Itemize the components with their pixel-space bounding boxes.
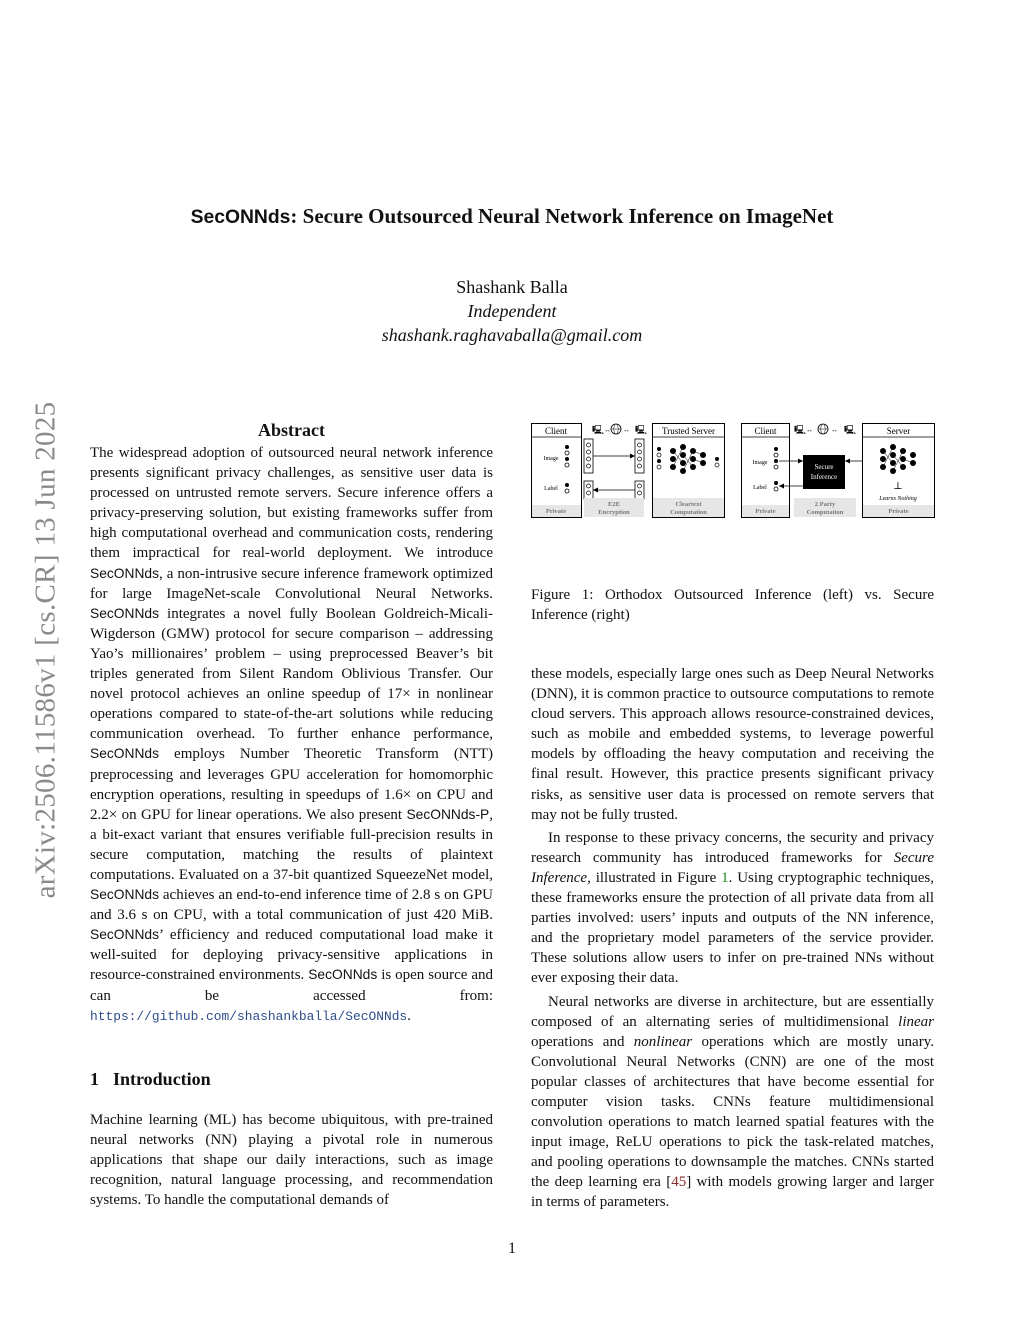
left-client-box <box>532 424 582 518</box>
left-client-label: Client <box>545 426 567 436</box>
bidirectional-arrow-icon: ↔ <box>604 426 611 434</box>
encryption-label: Encryption <box>598 509 630 516</box>
left-image-label: Image <box>543 456 559 462</box>
body-paragraph <box>531 992 934 1213</box>
secure-label: Secure <box>814 463 834 471</box>
server-label: Server <box>886 426 911 436</box>
system-name: SecONNds <box>308 967 378 983</box>
abstract-text-3: integrates a novel fully Boolean Goldreich-Micali-Wigderson (GMW) protocol for secure comparison – addressing Yao’s millionaires’ problem – using preprocessed Beaver’s bit triples generated from Silent Random Oblivious Transfer. Our novel protocol achieves an online speedup of 17× in nonlinear operations compared to state-of-the-art solutions while reducing communication overhead. To further enhance performance, <box>90 605 493 743</box>
system-name: SecONNds <box>90 565 160 581</box>
body-text: ] with models growing larger and larger in terms of parameters. <box>531 1174 934 1211</box>
system-name: SecONNds <box>90 927 160 943</box>
trusted-server-label: Trusted Server <box>662 426 715 436</box>
author-name: Shashank Balla <box>456 277 568 297</box>
body-text: In response to these privacy concerns, the security and privacy research community has introduced frameworks for <box>531 829 934 866</box>
section-heading-introduction <box>90 1069 211 1090</box>
system-name: SecONNds <box>90 887 160 903</box>
abstract-text-5: , a bit-exact variant that ensures verifiable full-precision results in secure computation, matching the results of plaintext computations. Evaluated on a 37-bit quantized SqueezeNet model, <box>90 806 493 883</box>
computer-icon: 🖳 <box>844 425 857 435</box>
computer-icon: 🖳 <box>635 425 648 435</box>
page-number: 1 <box>508 1240 516 1257</box>
learns-nothing-label: Learns Nothing <box>879 496 917 502</box>
bottom-symbol: ⊥ <box>893 481 903 492</box>
abstract-text-1: The widespread adoption of outsourced neural network inference presents significant privacy challenges, as sensitive user data is processed on untrusted remote servers. Secure inference offers a privacy-preserving solution, but existing frameworks suffer from high computational overhead and communication costs, rendering them impractical for real-world deployment. We introduce <box>90 445 493 562</box>
body-text: operations which are mostly unary. Convolutional Neural Networks (CNN) are one of the most popular classes of architectures that have become essential for computer vision tasks. CNNs feature multidimensional convolution operations to match learned spatial features with the input image, ReLU operations to pick the task-related matches, and pooling operations to downsample the matches. CNNs started the deep learning era [ <box>531 1033 934 1191</box>
e2e-label: E2E <box>608 501 620 508</box>
author-email: shashank.raghavaballa@gmail.com <box>381 325 643 345</box>
inference-label: Inference <box>810 473 838 481</box>
emphasis-secure-inference: Secure Inference <box>531 849 934 886</box>
system-name: SecONNds <box>90 605 160 621</box>
system-name: SecONNds <box>90 746 160 762</box>
abstract-body <box>90 443 493 1027</box>
right-client-private-label: Private <box>755 508 776 515</box>
intro-body <box>90 1110 493 1210</box>
right-client-box <box>742 424 790 518</box>
body-text: operations and <box>531 1033 634 1050</box>
abstract-text-8: is open source and can be accessed from: <box>90 967 493 1004</box>
server-box <box>863 424 935 518</box>
section-number: 1 <box>90 1069 99 1089</box>
abstract-paragraph <box>90 443 493 1027</box>
right-label-label: Label <box>753 485 767 491</box>
bidirectional-arrow-icon: ↔ <box>806 426 813 434</box>
two-party-computation-label: Computation <box>806 509 844 516</box>
body-paragraph: these models, especially large ones such as Deep Neural Networks (DNN), it is common practice to outsource computations to remote cloud servers. This approach allows resource-constrained devices, such as mobile and embedded systems, to leverage powerful models by offloading the heavy computation and receiving the final result. However, this practice presents significant privacy risks, as sensitive user data is processed on remote servers that may not be fully trusted. <box>531 666 934 823</box>
computation-label: Computation <box>670 509 707 516</box>
body-text: . Using cryptographic techniques, these frameworks ensure the protection of all private data from all parties involved: users’ inputs and outputs of the NN inference, and the proprietary model parameters of the service provider. These solutions allow users to infer on pre-trained NNs without ever exposing their data. <box>531 869 934 987</box>
title-system-name: SecONNds <box>190 207 291 228</box>
section-title: Introduction <box>113 1069 211 1089</box>
repository-link[interactable]: https://github.com/shashankballa/SecONNds <box>90 1008 408 1024</box>
abstract-text-2: , a non-intrusive secure inference framework optimized for large ImageNet-scale Convolutional Neural Networks. <box>90 565 493 602</box>
body-paragraph <box>531 828 934 989</box>
figure-reference-link[interactable]: 1 <box>721 869 729 886</box>
intro-paragraph: Machine learning (ML) has become ubiquitous, with pre-trained neural networks (NN) playing a pivotal role in numerous applications that shape our daily interactions, such as image recognition, natural language processing, and recommendation systems. To handle the computational demands of <box>90 1112 493 1209</box>
bidirectional-arrow-icon: ↔ <box>623 426 630 434</box>
title-rest: : Secure Outsourced Neural Network Inference on ImageNet <box>290 204 834 228</box>
bidirectional-arrow-icon: ↔ <box>831 426 838 434</box>
server-private-label: Private <box>888 508 909 515</box>
abstract-text-7: ’ efficiency and reduced computational load make it well-suited for deploying privacy-sensitive applications in resource-constrained environments. <box>90 927 493 984</box>
body-text: Neural networks are diverse in architecture, but are essentially composed of an alternating series of multidimensional <box>531 993 934 1030</box>
right-image-label: Image <box>752 460 768 466</box>
cleartext-label: Cleartext <box>675 501 702 508</box>
computer-icon: 🖳 <box>794 425 807 435</box>
abstract-text-4: employs Number Theoretic Transform (NTT) preprocessing and leverages GPU acceleration for homomorphic encryption operations, resulting in speedups of 1.6× on CPU and 2.2× on GPU for linear operations. We also present <box>90 746 493 823</box>
abstract-heading: Abstract <box>258 420 325 440</box>
two-party-label: 2 Party <box>814 501 836 508</box>
right-column-body <box>531 664 934 1213</box>
right-client-label: Client <box>754 426 777 436</box>
body-text: , illustrated in Figure <box>587 869 722 886</box>
figure-1-diagram <box>531 423 936 520</box>
author-affiliation: Independent <box>467 301 557 321</box>
secure-inference-block <box>803 455 845 489</box>
left-encrypted-blocks <box>584 439 644 499</box>
arxiv-identifier-text: arXiv:2506.11586v1 [cs.CR] 13 Jun 2025 <box>29 401 62 899</box>
computer-icon: 🖳 <box>592 425 605 435</box>
abstract-text-6: achieves an end-to-end inference time of 2.8 s on GPU and 3.6 s on CPU, with a total communication of just 420 MiB. <box>90 887 493 924</box>
paper-title <box>0 204 1024 229</box>
emphasis-nonlinear: nonlinear <box>633 1033 693 1050</box>
citation-link[interactable]: 45 <box>671 1174 687 1191</box>
abstract-text-9: . <box>407 1007 411 1024</box>
left-label-label: Label <box>544 486 558 492</box>
system-name-variant: SecONNds-P <box>406 806 490 822</box>
figure-1-caption: Figure 1: Orthodox Outsourced Inference (left) vs. Secure Inference (right) <box>531 587 934 624</box>
left-private-label: Private <box>545 508 567 515</box>
emphasis-linear: linear <box>898 1013 934 1030</box>
